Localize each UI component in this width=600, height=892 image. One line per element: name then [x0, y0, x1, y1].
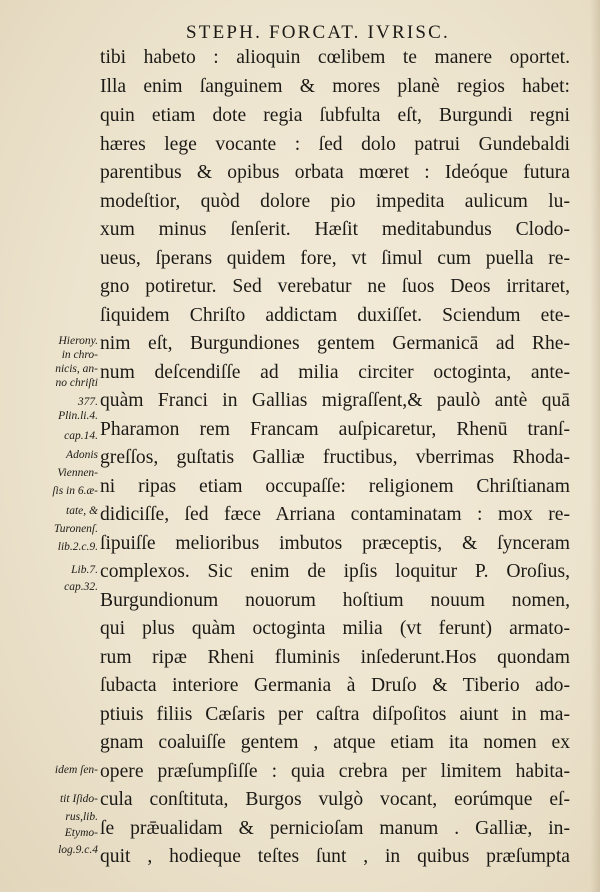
- body-line: gno potiretur. Sed verebatur ne ſuos Deos irritaret,: [100, 276, 570, 297]
- body-line: ptiuis filiis Cæſaris per caſtra diſpoſitos aiunt in ma-: [100, 704, 570, 725]
- body-line: xum minus ſenſerit. Hæſit meditabundus Clodo-: [100, 219, 570, 240]
- margin-note: rus,lib.: [65, 811, 98, 823]
- page-edge-shadow: [590, 0, 600, 892]
- body-line: complexos. Sic enim de ipſis loquitur P. Oroſius,: [100, 561, 570, 582]
- body-line: ſipuiſſe melioribus imbutos præceptis, & ſynceram: [100, 533, 570, 554]
- margin-note: tit Iſido-: [59, 793, 98, 805]
- body-line: qui plus quàm octoginta milia (vt ferunt) armato-: [100, 618, 570, 639]
- body-line: quin etiam dote regia ſubfulta eſt, Burgundi regni: [100, 105, 570, 126]
- margin-note: cap.32.: [64, 581, 98, 593]
- body-line: ſe prǣualidam & pernicioſam manum . Galliæ, in-: [100, 818, 570, 839]
- margin-note: Lib.7.: [71, 564, 98, 576]
- margin-note: Etymo-: [64, 827, 98, 839]
- body-line: hæres lege vocante : ſed dolo patrui Gundebaldi: [100, 134, 570, 155]
- margin-note: no chriſti: [55, 377, 98, 389]
- margin-note: Turonenſ.: [54, 523, 98, 535]
- body-line: cula conſtituta, Burgos vulgò vocant, eorúmque eſ-: [100, 789, 570, 810]
- body-line: greſſos, guſtatis Galliæ fructibus, vberrimas Rhoda-: [100, 447, 570, 468]
- body-line: tibi habeto : alioquin cœlibem te manere oportet.: [100, 47, 570, 68]
- body-line: nim eſt, Burgundiones gentem Germanicā ad Rhe-: [100, 333, 570, 354]
- margin-note: idem ſen-: [54, 764, 98, 776]
- margin-note: Plin.li.4.: [58, 410, 98, 422]
- margin-note: tate, &: [66, 505, 98, 517]
- body-line: rum ripæ Rheni fluminis inſederunt.Hos quondam: [100, 647, 570, 668]
- body-line: opere præſumpſiſſe : quia crebra per limitem habita-: [100, 761, 570, 782]
- margin-note: 377.: [77, 396, 98, 408]
- margin-note: cap.14.: [64, 430, 98, 442]
- margin-note: in chro-: [61, 349, 98, 361]
- body-line: modeſtior, quòd dolore pio impedita aulicum lu-: [100, 191, 570, 212]
- margin-note: lib.2.c.9.: [57, 541, 98, 553]
- body-line: num deſcendiſſe ad milia circiter octoginta, ante-: [100, 362, 570, 383]
- body-line: parentibus & opibus orbata mœret : Ideóque futura: [100, 162, 570, 183]
- body-line: Burgundionum nouorum hoſtium nouum nomen,: [100, 590, 570, 611]
- margin-note: Adonis: [66, 449, 98, 461]
- body-line: ni ripas etiam occupaſſe: religionem Chriſtianam: [100, 476, 570, 497]
- body-line: Illa enim ſanguinem & mores planè regios habet:: [100, 76, 570, 97]
- body-line: didiciſſe, ſed fæce Arriana contaminatam : mox re-: [100, 504, 570, 525]
- body-line: ſubacta interiore Germania à Druſo & Tiberio ado-: [100, 675, 570, 696]
- body-line: ſiquidem Chriſto addictam duxiſſet. Sciendum ete-: [100, 305, 570, 326]
- margin-note: Viennen-: [57, 467, 98, 479]
- body-line: gnam coaluiſſe gentem , atque etiam ita nomen ex: [100, 732, 570, 753]
- margin-note: nicis, an-: [55, 363, 98, 375]
- margin-note: ſis in 6.æ-: [52, 485, 98, 497]
- body-line: ueus, ſperans quidem fore, vt ſimul cum puella re-: [100, 248, 570, 269]
- body-line: quàm Franci in Gallias migraſſent,& paulò antè quā: [100, 390, 570, 411]
- body-line: Pharamon rem Francam auſpicaretur, Rhenū tranſ-: [100, 419, 570, 440]
- margin-note: Hierony.: [58, 335, 98, 347]
- body-line: quit , hodieque teſtes ſunt , in quibus præſumpta: [100, 846, 570, 867]
- running-head: STEPH. FORCAT. IVRISC.: [186, 22, 450, 43]
- margin-note: log.9.c.4: [58, 844, 98, 856]
